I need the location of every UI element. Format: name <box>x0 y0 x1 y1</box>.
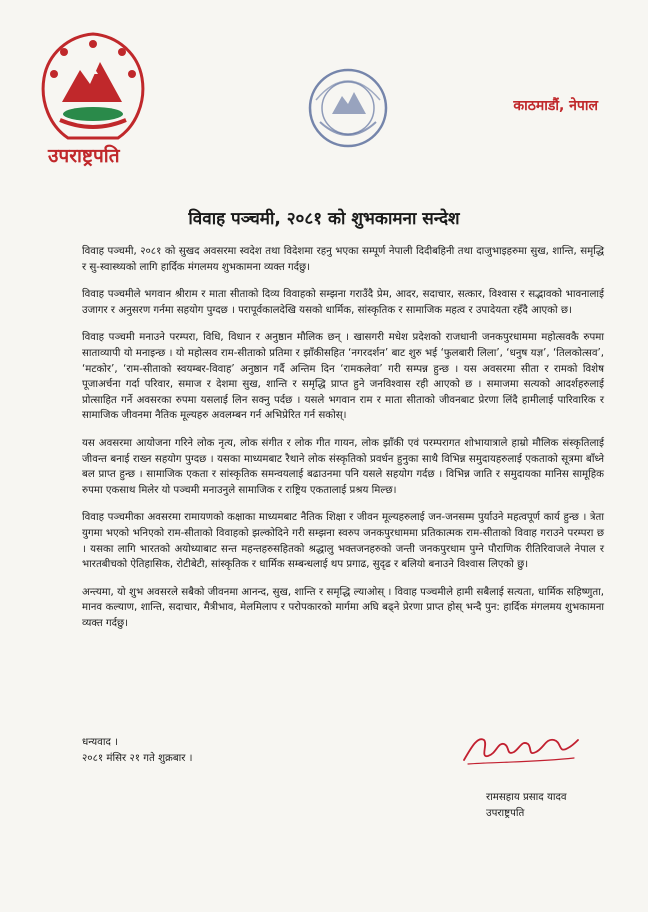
paragraph-2: विवाह पञ्चमीले भगवान श्रीराम र माता सीताको दिव्य विवाहको सम्झना गराउँदै प्रेम, आदर, सदाचार, सत्कार, विश्वास र सद्भावको भावनालाई उजागर र अनुसरण गर्नमा सहयोग पुग्दछ । परापूर्वकालदेखि यसको धार्मिक, सांस्कृतिक र सामाजिक महत्व र उपादेयता रहँदै आएको छ। <box>82 289 604 316</box>
paragraph-1: विवाह पञ्चमी, २०८१ को सुखद अवसरमा स्वदेश तथा विदेशमा रहनु भएका सम्पूर्ण नेपाली दिदीबहिनी तथा दाजुभाइहरुमा सुख, शान्ति, समृद्धि र सु-स्वास्थ्यको लागि हार्दिक मंगलमय शुभकामना व्यक्त गर्दछु। <box>82 246 604 273</box>
letter-body <box>82 244 604 643</box>
closing-block <box>82 735 193 767</box>
thanks-line: धन्यवाद । <box>82 737 118 748</box>
signatory-designation: उपराष्ट्रपति <box>486 808 525 819</box>
letter-title: विवाह पञ्चमी, २०८१ को शुभकामना सन्देश <box>188 209 460 229</box>
national-emblem-icon <box>38 30 148 148</box>
office-label: उपराष्ट्रपति <box>48 145 120 167</box>
signature-icon <box>458 726 582 770</box>
paragraph-5: विवाह पञ्चमीका अवसरमा रामायणको कक्षाका माध्यमबाट नैतिक शिक्षा र जीवन मूल्यहरुलाई जन-जनसम्म पुर्याउने महत्वपूर्ण कार्य हुन्छ । त्रेता युगमा भएको भनिएको राम-सीताको विवाहको झल्कोदिने गरी सम्झना स्वरुप जनकपुरधाममा प्रतिकात्मक राम-सीताको विवाह गराउने परम्परा छ । यसका लागि भारतको अयोध्याबाट सन्त महन्तहरुसहितको श्रद्धालु भक्तजनहरुको जन्ती जनकपुरधाम पुग्ने पौराणिक रीतिरिवाजले नेपाल र भारतबीचको ऐतिहासिक, रोटीबेटी, सांस्कृतिक र धार्मिक सम्बन्धलाई थप प्रगाढ, सुदृढ र बलियो बनाउने विश्वास लिएको छु। <box>82 512 604 571</box>
signatory-block <box>486 790 567 822</box>
office-seal-icon <box>302 60 394 160</box>
paragraph-3: विवाह पञ्चमी मनाउने परम्परा, विधि, विधान र अनुष्ठान मौलिक छन् । खासगरी मधेश प्रदेशको राजधानी जनकपुरधाममा महोत्सवकै रुपमा साताव्यापी यो मनाइन्छ । यो महोत्सव राम-सीताको प्रतिमा र झाँकीसहित ‘नगरदर्शन’ बाट शुरु भई ‘फुलबारी लिला’, ‘धनुष यज्ञ’, ‘तिलकोत्सव’, ‘मटकोर’, ‘राम-सीताको स्वयम्बर-विवाह’ अनुष्ठान गर्दै अन्तिम दिन ‘रामकलेवा’ गरी सम्पन्न हुन्छ । यस अवसरमा सीता र रामको विशेष पूजाअर्चना गर्दा परिवार, समाज र देशमा सुख, शान्ति र समृद्धि प्राप्त हुने जनविश्वास रही आएको छ । समाजमा सत्यको आदर्शहरुलाई प्रोत्साहित गर्ने अवसरका रुपमा यसलाई लिन सक्नु पर्दछ । यसले भगवान राम र माता सीताको जीवनबाट प्रेरणा लिंदै हामीलाई पारिवारिक र सामाजिक जीवनमा नैतिक मूल्यहरु अवलम्बन गर्न अभिप्रेरित गर्न सकोस्। <box>82 332 604 422</box>
date-line: २०८१ मंसिर २१ गते शुक्रबार । <box>82 753 193 764</box>
signatory-name: रामसहाय प्रसाद यादव <box>486 792 567 803</box>
location-label: काठमाडौं, नेपाल <box>513 98 598 114</box>
paragraph-4: यस अवसरमा आयोजना गरिने लोक नृत्य, लोक संगीत र लोक गीत गायन, लोक झाँकी एवं परम्परागत शोभायात्राले हाम्रो मौलिक संस्कृतिलाई जीवन्त बनाई राख्न सहयोग पुग्दछ । यसका माध्यमबाट रैथाने लोक संस्कृतिको प्रवर्धन हुनुका साथै विभिन्न समुदायहरुलाई एकताको सूत्रमा बाँध्ने बल प्राप्त हुन्छ । सामाजिक एकता र सांस्कृतिक समन्वयलाई बढाउनमा पनि यसले सहयोग गर्दछ । विभिन्न जाति र समुदायका मानिस सामूहिक रुपमा एकसाथ मिलेर यो पञ्चमी मनाउनुले सामाजिक र राष्ट्रिय एकतालाई प्रश्रय मिल्छ। <box>82 437 604 496</box>
paragraph-6: अन्त्यमा, यो शुभ अवसरले सबैको जीवनमा आनन्द, सुख, शान्ति र समृद्धि ल्याओस् । विवाह पञ्चमीले हामी सबैलाई सत्यता, धार्मिक सहिष्णुता, मानव कल्याण, शान्ति, सदाचार, मैत्रीभाव, मेलमिलाप र परोपकारको मार्गमा अघि बढ्ने प्रेरणा प्राप्त होस् भन्दै पुन: हार्दिक मंगलमय शुभकामना व्यक्त गर्दछु। <box>82 586 604 629</box>
